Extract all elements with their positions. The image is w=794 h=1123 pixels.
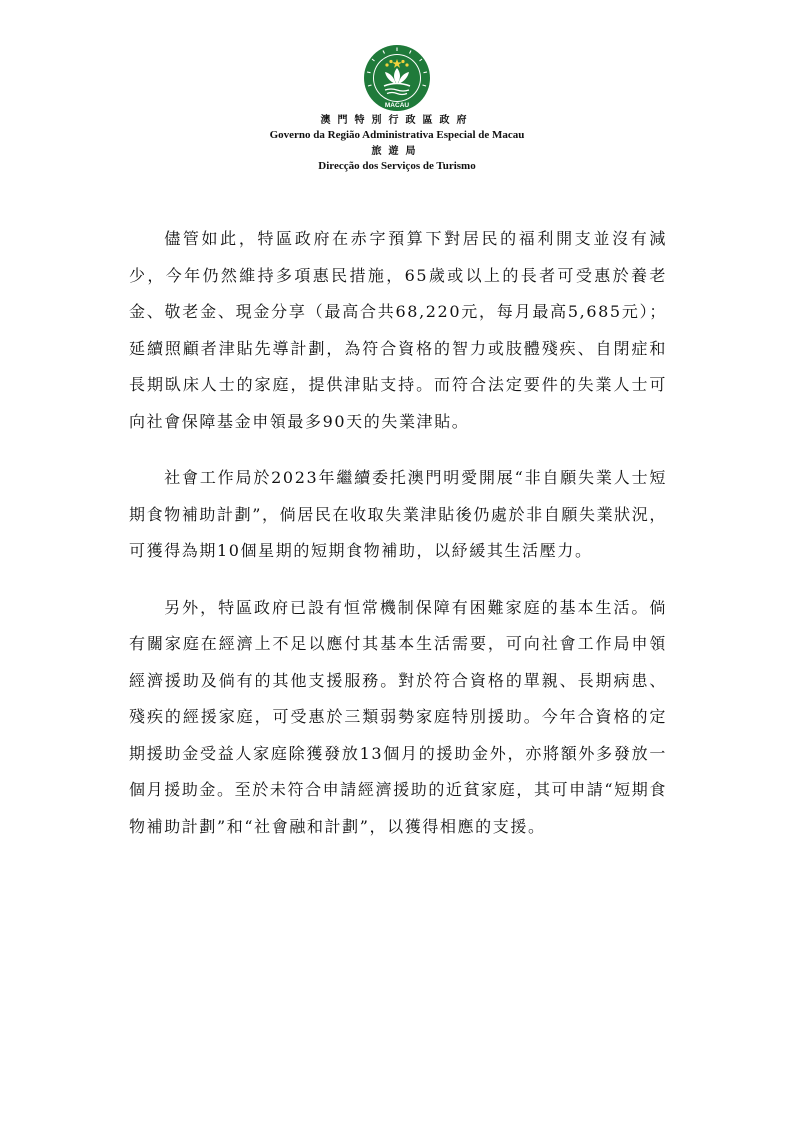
paragraph-welfare-measures: 儘管如此，特區政府在赤字預算下對居民的福利開支並沒有減少，今年仍然維持多項惠民措施，65歲或以上的長者可受惠於養老金、敬老金、現金分享（最高合共68,220元，每月最高5,685元）；延續照顧者津貼先導計劃，為符合資格的智力或肢體殘疾、自閉症和長期臥床人士的家庭，提供津貼支持。而符合法定要件的失業人士可向社會保障基金申領最多90天的失業津貼。 bbox=[129, 229, 667, 431]
paragraph-economic-assistance: 另外，特區政府已設有恒常機制保障有困難家庭的基本生活。倘有關家庭在經濟上不足以應付其基本生活需要，可向社會工作局申領經濟援助及倘有的其他支援服務。對於符合資格的單親、長期病患、殘疾的經援家庭，可受惠於三類弱勢家庭特別援助。今年合資格的定期援助金受益人家庭除獲發放13個月的援助金外，亦將額外多發放一個月援助金。至於未符合申請經濟援助的近貧家庭，其可申請“短期食物補助計劃”和“社會融和計劃”，以獲得相應的支援。 bbox=[129, 597, 667, 836]
department-name-chinese: 旅遊局 bbox=[371, 146, 423, 157]
macau-emblem-icon bbox=[363, 44, 431, 112]
letterhead bbox=[0, 44, 794, 173]
government-name-portuguese: Governo da Região Administrativa Especial de Macau bbox=[269, 129, 525, 141]
paragraph-food-assistance: 社會工作局於2023年繼續委托澳門明愛開展“非自願失業人士短期食物補助計劃”，倘居民在收取失業津貼後仍處於非自願失業狀況，可獲得為期10個星期的短期食物補助，以紓緩其生活壓力。 bbox=[129, 468, 667, 560]
document-body bbox=[129, 221, 667, 845]
department-name-portuguese: Direcção dos Serviços de Turismo bbox=[318, 160, 476, 172]
government-name-chinese: 澳門特別行政區政府 bbox=[320, 115, 474, 126]
emblem-text: MACAU bbox=[384, 102, 410, 109]
